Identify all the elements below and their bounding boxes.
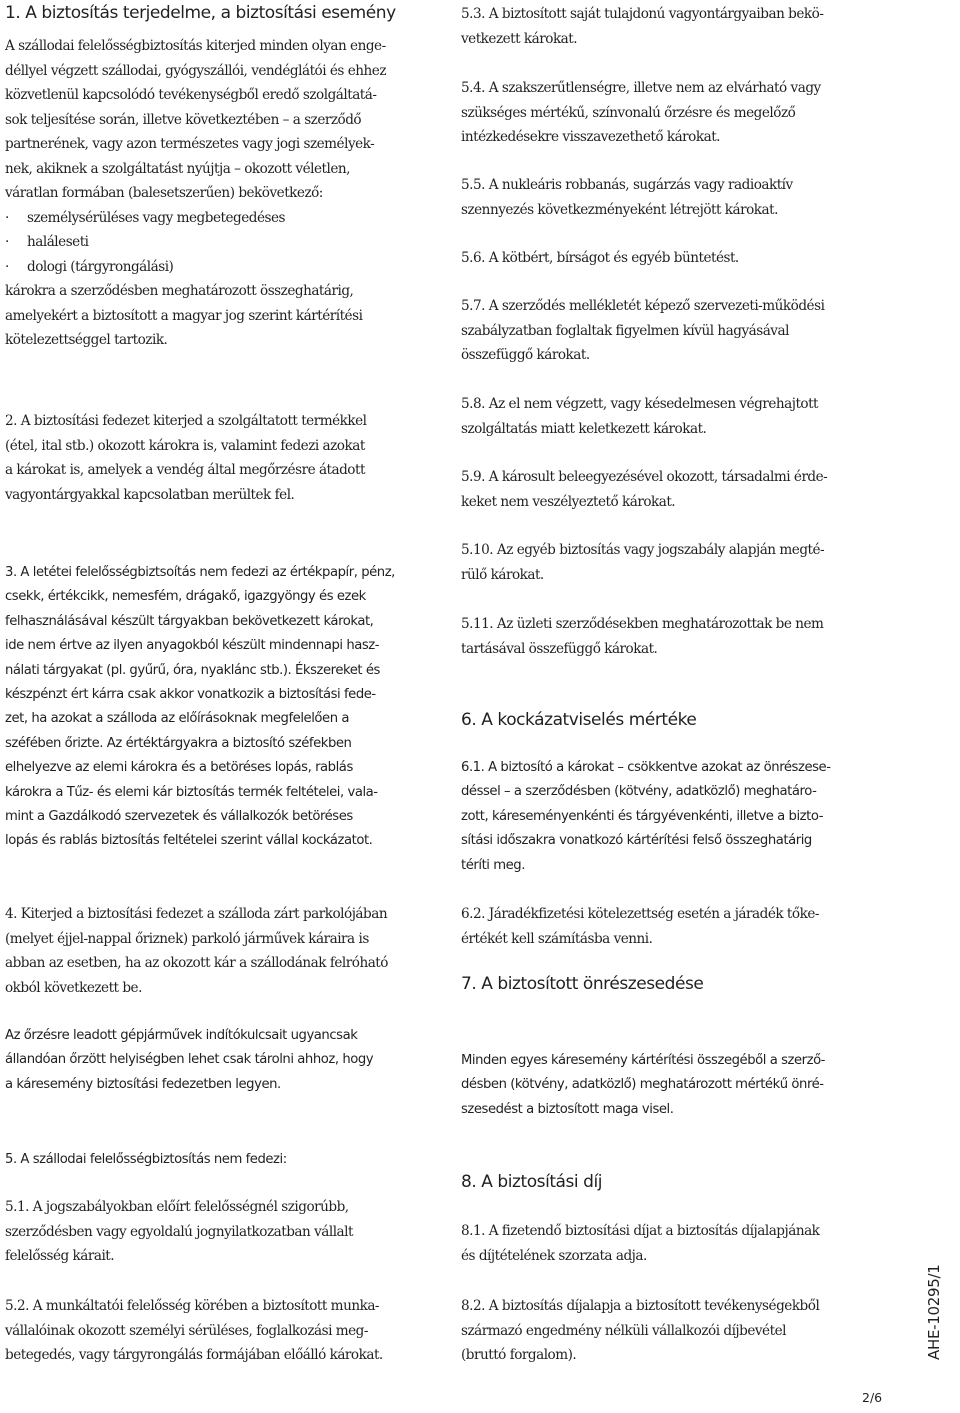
section-5-10	[461, 538, 881, 587]
text-line: és díjtételének szorzata adja.	[461, 1247, 647, 1264]
section-5-11	[461, 612, 881, 661]
text-line: okból következett be.	[5, 979, 142, 996]
text-line: keket nem veszélyeztető károkat.	[461, 493, 676, 510]
text-line: (bruttó forgalom).	[461, 1347, 577, 1363]
text-line: szerződésben vagy egyoldalú jognyilatkozatban vállalt	[5, 1223, 353, 1240]
text-line: csekk, értékcikk, nemesfém, drágakő, igazgyöngy és ezek	[5, 589, 366, 605]
text-line: intézkedésekre visszavezethető károkat.	[461, 129, 720, 145]
text-line: ide nem értve az ilyen anyagokból készült mindennapi hasz-	[5, 638, 380, 654]
text-line: vagyontárgyakkal kapcsolatban merültek fel.	[5, 486, 295, 503]
text-line: amelyekért a biztosított a magyar jog szerint kártérítési	[5, 307, 363, 324]
text-line: állandóan őrzött helyiségben lehet csak tárolni ahhoz, hogy	[5, 1052, 374, 1068]
text-line: Minden egyes káresemény kártérítési összegéből a szerző-	[461, 1053, 825, 1068]
text-line: összefüggő károkat.	[461, 347, 590, 363]
text-line: elhelyezve az elemi károkra és a betöréses lopás, rablás	[5, 760, 353, 776]
bullet-item: · dologi (tárgyrongálási)	[5, 255, 425, 280]
section-5-5	[461, 173, 881, 222]
bullet-item: · személysérüléses vagy megbetegedéses	[5, 206, 425, 231]
section-6-2	[461, 902, 881, 951]
section-5-9	[461, 465, 881, 514]
text-line: téríti meg.	[461, 857, 525, 873]
text-line: 5.11. Az üzleti szerződésekben meghatározottak be nem	[461, 616, 824, 632]
text-line: partnerének, vagy azon természetes vagy jogi személyek-	[5, 136, 375, 152]
text-line: szennyezés következményeként létrejött károkat.	[461, 201, 778, 218]
text-line: 5.8. Az el nem végzett, vagy késedelmesen végrehajtott	[461, 396, 819, 412]
section-6-heading: 6. A kockázatviselés mértéke	[461, 710, 697, 730]
text-line: rülő károkat.	[461, 566, 544, 583]
text-line: 5.6. A kötbért, bírságot és egyéb büntetést.	[461, 250, 739, 266]
section-8-heading: 8. A biztosítási díj	[461, 1172, 603, 1192]
text-line: 2. A biztosítási fedezet kiterjed a szolgáltatott termékkel	[5, 413, 367, 429]
bullet-item: · haláleseti	[5, 230, 425, 255]
section-4-note	[5, 1024, 425, 1097]
section-5-8	[461, 392, 881, 441]
text-line: szolgáltatás miatt keletkezett károkat.	[461, 420, 707, 437]
text-line: 5.7. A szerződés mellékletét képező szervezeti-működési	[461, 298, 825, 314]
text-line: felhasználásával készült tárgyakban bekövetkezett károkat,	[5, 613, 374, 629]
text-line: váratlan formában (balesetszerűen) bekövetkező:	[5, 185, 323, 201]
text-line: széfében őrizte. Az értéktárgyakra a biztosító széfekben	[5, 735, 352, 751]
text-line: 8.1. A fizetendő biztosítási díjat a biztosítás díjalapjának	[461, 1223, 820, 1239]
text-line: 5.9. A károsult beleegyezésével okozott, társadalmi érde-	[461, 469, 828, 485]
section-4	[5, 902, 425, 1000]
text-line: vetkezett károkat.	[461, 30, 578, 47]
text-line: abban az esetben, ha az okozott kár a szállodának felróható	[5, 955, 388, 971]
text-line: értékét kell számításba venni.	[461, 930, 653, 947]
text-line: sok teljesítése során, illetve következtében – a szerződő	[5, 111, 362, 128]
text-line: vállalóinak okozott személyi sérüléses, foglalkozási meg-	[5, 1322, 368, 1339]
text-line: 5.2. A munkáltatói felelősség körében a biztosított munka-	[5, 1298, 380, 1314]
section-5-heading: 5. A szállodai felelősségbiztosítás nem fedezi:	[5, 1152, 287, 1167]
section-7-heading: 7. A biztosított önrészesedése	[461, 974, 704, 994]
text-line: 4. Kiterjed a biztosítási fedezet a szálloda zárt parkolójában	[5, 906, 388, 922]
text-line: szükséges mértékű, színvonalú őrzésre és megelőző	[461, 104, 796, 121]
text-line: 5.5. A nukleáris robbanás, sugárzás vagy radioaktív	[461, 177, 793, 193]
text-line: 5.10. Az egyéb biztosítás vagy jogszabály alapján megté-	[461, 542, 825, 558]
text-line: (melyet éjjel-nappal őriznek) parkoló járművek káraira is	[5, 930, 369, 947]
text-line: 5.4. A szakszerűtlenségre, illetve nem az elvárható vagy	[461, 80, 821, 96]
section-8-1	[461, 1219, 881, 1268]
text-line: déssel – a szerződésben (kötvény, adatközlő) meghatáro-	[461, 784, 817, 800]
text-line: felelősség kárait.	[5, 1248, 115, 1264]
text-line: szabályzatban foglaltak figyelmen kívül hagyásával	[461, 322, 789, 339]
text-line: készpénzt ért kárra csak akkor vonatkozik a biztosítási fede-	[5, 687, 376, 703]
text-line: désben (kötvény, adatközlő) meghatározott mértékű önré-	[461, 1077, 824, 1093]
text-line: zott, káreseményenkénti és tárgyévenkénti, illetve a bizto-	[461, 808, 824, 824]
section-5-4	[461, 76, 881, 150]
section-5-2	[5, 1294, 425, 1368]
text-line: nálati tárgyakat (pl. gyűrű, óra, nyaklánc stb.). Ékszereket és	[5, 662, 380, 678]
text-line: nek, akiknek a szolgáltatást nyújtja – okozott véletlen,	[5, 160, 350, 177]
section-5-6	[461, 246, 881, 271]
text-line: déllyel végzett szállodai, gyógyszállói, vendéglátói és ehhez	[5, 62, 386, 79]
text-line: betegedés, vagy tárgyrongálás formájában előálló károkat.	[5, 1347, 383, 1363]
document-code: AHE-10295/1	[925, 1264, 943, 1360]
text-line: 8.2. A biztosítás díjalapja a biztosított tevékenységekből	[461, 1298, 820, 1314]
section-5-7	[461, 294, 881, 368]
text-line: 6.1. A biztosító a károkat – csökkentve azokat az önrészese-	[461, 760, 831, 775]
text-line: közvetlenül kapcsolódó tevékenységből eredő szolgáltatá-	[5, 87, 377, 103]
text-line: tartásával összefüggő károkat.	[461, 640, 658, 657]
text-line: sítási időszakra vonatkozó kártérítési felső összeghatárig	[461, 833, 812, 849]
page-number: 2/6	[862, 1390, 883, 1405]
text-line: zet, ha azokat a szálloda az előírásoknak megfelelően a	[5, 711, 349, 727]
section-5-1	[5, 1195, 425, 1269]
text-line: Az őrzésre leadott gépjárművek indítókulcsait ugyancsak	[5, 1028, 358, 1043]
section-8-2	[461, 1294, 881, 1368]
text-line: 5.3. A biztosított saját tulajdonú vagyontárgyaiban bekö-	[461, 6, 824, 22]
section-5-3	[461, 2, 881, 51]
section-1-heading: 1. A biztosítás terjedelme, a biztosítási esemény	[5, 3, 396, 23]
text-line: a káresemény biztosítási fedezetben legyen.	[5, 1076, 281, 1092]
section-3	[5, 561, 425, 854]
section-2	[5, 409, 425, 507]
text-line: 5.1. A jogszabályokban előírt felelősségnél szigorúbb,	[5, 1199, 349, 1215]
text-line: a károkat is, amelyek a vendég által megőrzésre átadott	[5, 462, 365, 478]
section-6-1	[461, 756, 881, 878]
text-line: lopás és rablás biztosítás feltételei szerint vállal kockázatot.	[5, 833, 373, 849]
text-line: mint a Gazdálkodó szervezetek és vállalkozók betöréses	[5, 809, 353, 825]
text-line: károkra a Tűz- és elemi kár biztosítás termék feltételei, vala-	[5, 784, 378, 800]
section-1-body	[5, 34, 425, 353]
text-line: kötelezettséggel tartozik.	[5, 332, 168, 348]
text-line: 3. A letétei felelősségbiztsoítás nem fedezi az értékpapír, pénz,	[5, 565, 395, 580]
text-line: (étel, ital stb.) okozott károkra is, valamint fedezi azokat	[5, 437, 365, 454]
text-line: 6.2. Járadékfizetési kötelezettség esetén a járadék tőke-	[461, 906, 819, 922]
text-line: származó engedmény nélküli vállalkozói díjbevétel	[461, 1322, 786, 1339]
text-line: A szállodai felelősségbiztosítás kiterjed minden olyan enge-	[5, 38, 386, 54]
text-line: károkra a szerződésben meghatározott összeghatárig,	[5, 283, 354, 299]
text-line: szesedést a biztosított maga visel.	[461, 1101, 674, 1117]
section-7-body	[461, 1049, 881, 1122]
